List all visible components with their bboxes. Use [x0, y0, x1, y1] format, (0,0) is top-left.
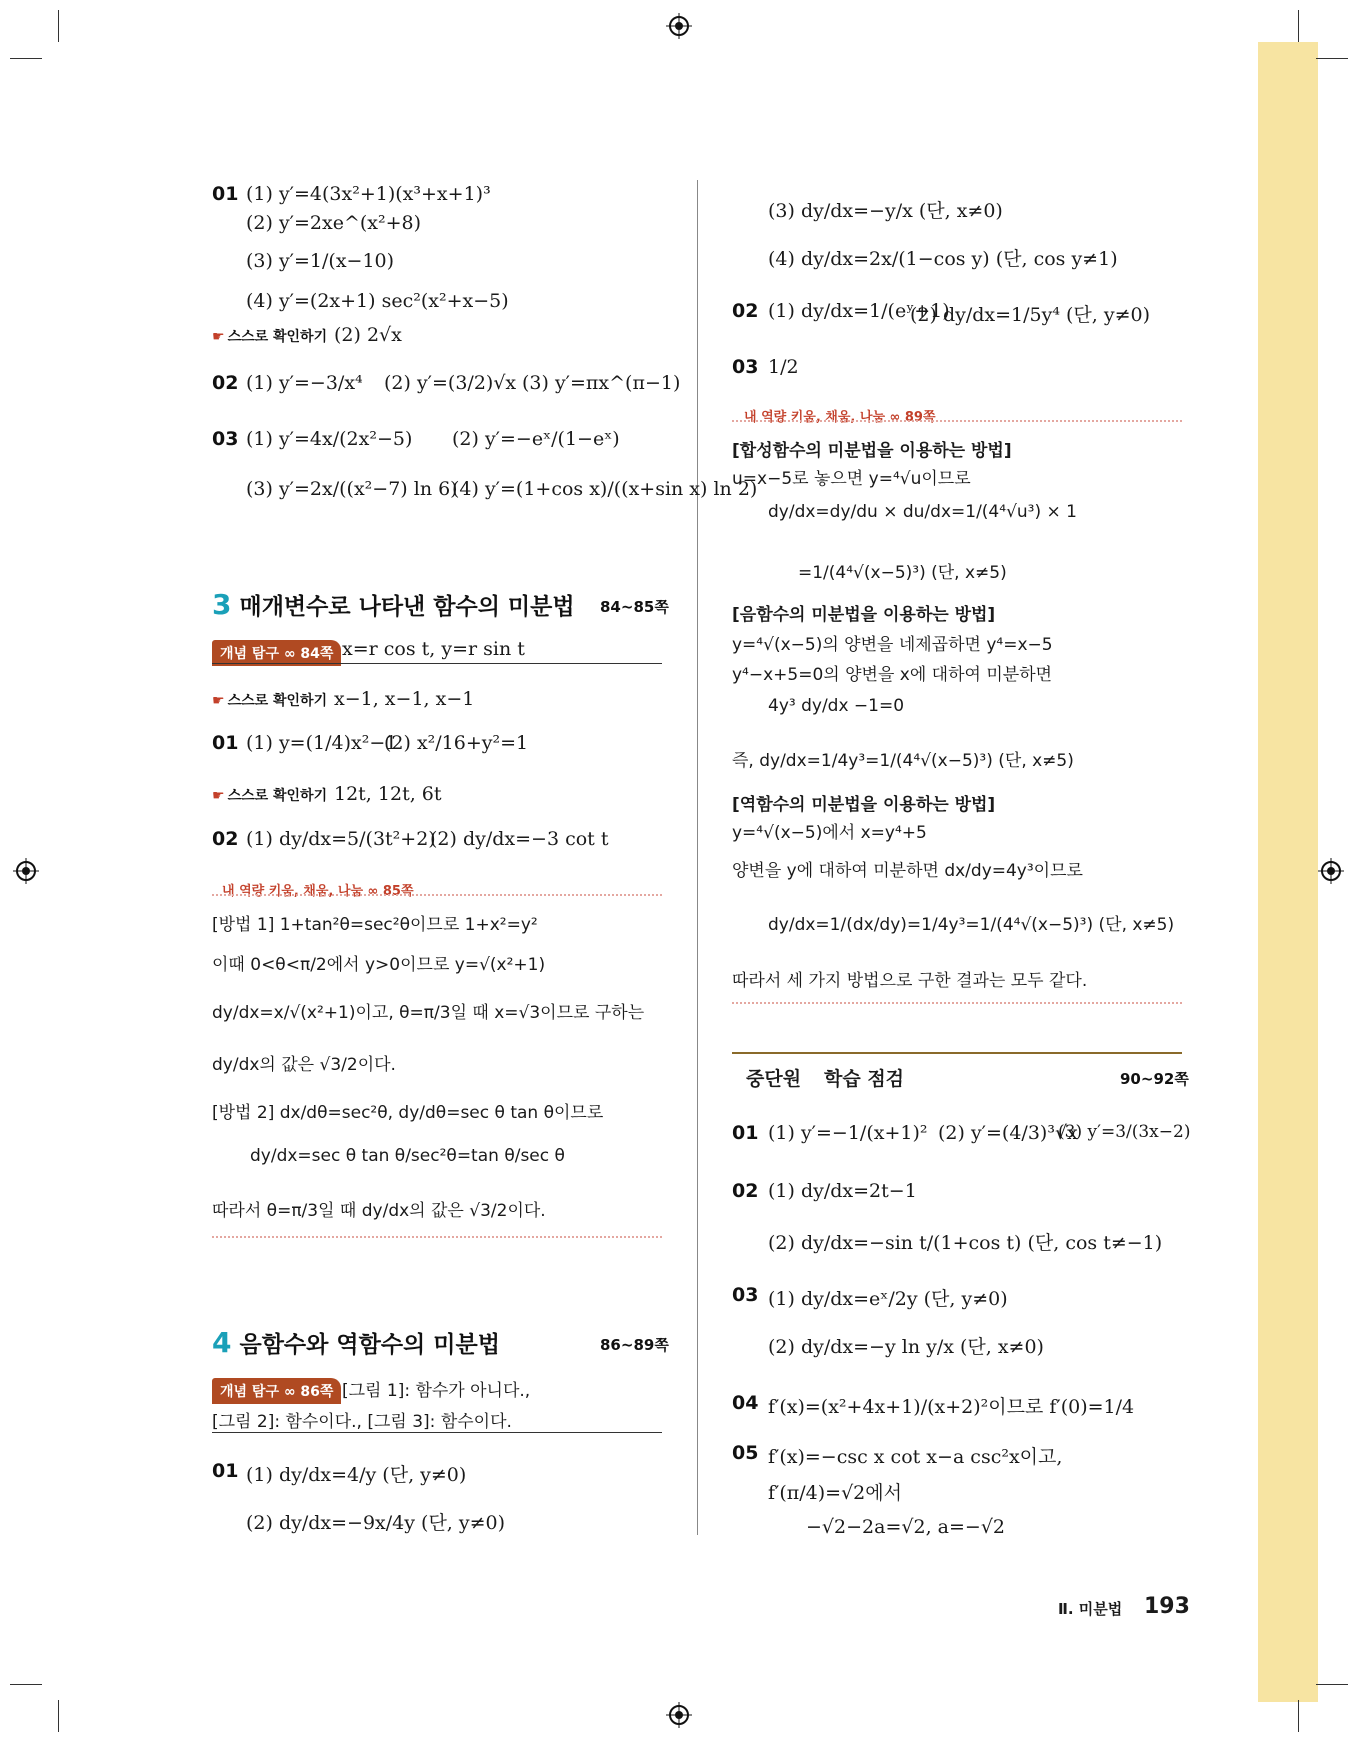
solution-line: =1/(4⁴√(x−5)³) (단, x≠5) [798, 563, 1007, 583]
method-heading: [역함수의 미분법을 이용하는 방법] [732, 795, 996, 815]
section-heading: 매개변수로 나타낸 함수의 미분법 [239, 594, 575, 620]
registration-mark-icon [1318, 858, 1344, 884]
crop-mark [10, 58, 42, 59]
answer-line: (3) y′=1/(x−10) [246, 250, 395, 272]
crop-mark [1298, 10, 1299, 42]
answer-line: (2) dy/dx=−9x/4y (단, y≠0) [246, 1512, 506, 1534]
crop-mark [1298, 1700, 1299, 1732]
self-check-label: ☛ 스스로 확인하기 [212, 690, 327, 710]
solution-line: 이때 0<θ<π/2에서 y>0이므로 y=√(x²+1) [212, 955, 546, 975]
section-pages: 84~85쪽 [600, 598, 669, 616]
solution-line: y=⁴√(x−5)의 양변을 네제곱하면 y⁴=x−5 [732, 635, 1053, 655]
section-pages: 90~92쪽 [1120, 1070, 1189, 1088]
problem-number: 03 [212, 428, 239, 450]
solution-line: u=x−5로 놓으면 y=⁴√u이므로 [732, 469, 971, 489]
answer-line: (4) y′=(1+cos x)/((x+sin x) ln 2) [452, 478, 758, 500]
method-heading: [음함수의 미분법을 이용하는 방법] [732, 605, 996, 625]
answer-line: (1) y′=4(3x²+1)(x³+x+1)³ [246, 183, 491, 205]
answer-line: (3) y′=2x/((x²−7) ln 6) [246, 478, 458, 500]
section-title [212, 1326, 500, 1359]
solution-line: 4y³ dy/dx −1=0 [768, 696, 905, 716]
unit-tab-label: 중단원 [746, 1068, 802, 1090]
crop-mark [58, 10, 59, 42]
answer-line: (1) y′=−1/(x+1)² [768, 1122, 928, 1144]
unit-review-header [732, 1052, 1189, 1094]
answer-line: (1) y′=−3/x⁴ [246, 372, 363, 394]
concept-tag: 개념 탐구 ∞ 84쪽 [212, 640, 341, 666]
answer-line: (1) dy/dx=eˣ/2y (단, y≠0) [768, 1288, 1008, 1310]
underline [212, 1432, 662, 1433]
solution-line: dy/dx=dy/du × du/dx=1/(4⁴√u³) × 1 [768, 502, 1077, 522]
section-number: 4 [212, 1326, 232, 1359]
answer-line: (4) y′=(2x+1) sec²(x²+x−5) [246, 290, 509, 312]
dotted-rule [212, 1236, 662, 1238]
page-edge-tab [1258, 42, 1318, 1702]
answer-line: (2) y′=(4/3)³√x [938, 1122, 1078, 1144]
self-check-label: ☛ 스스로 확인하기 [212, 785, 327, 805]
unit-tab-title: 학습 점검 [824, 1068, 905, 1090]
answer-line: f′(x)=−csc x cot x−a csc²x이고, [768, 1446, 1063, 1468]
solution-line: 따라서 세 가지 방법으로 구한 결과는 모두 같다. [732, 971, 1088, 991]
answer-line: (1) dy/dx=4/y (단, y≠0) [246, 1464, 467, 1486]
answer-line: (1) y′=4x/(2x²−5) [246, 428, 413, 450]
answer-line: (2) dy/dx=−sin t/(1+cos t) (단, cos t≠−1) [768, 1232, 1163, 1254]
answer-line: 1/2 [768, 356, 799, 378]
answer-line: (3) y′=3/(3x−2) [1058, 1122, 1191, 1142]
answer-line: (3) y′=πx^(π−1) [522, 372, 681, 394]
solution-line: y⁴−x+5=0의 양변을 x에 대하여 미분하면 [732, 665, 1053, 685]
answer-line: (2) dy/dx=−y ln y/x (단, x≠0) [768, 1336, 1044, 1358]
dotted-rule [732, 420, 1182, 422]
registration-mark-icon [666, 1702, 692, 1728]
section-title [212, 588, 575, 621]
problem-number: 01 [732, 1122, 759, 1144]
section-heading: 음함수와 역함수의 미분법 [239, 1332, 500, 1358]
solution-line: dy/dx=1/(dx/dy)=1/4y³=1/(4⁴√(x−5)³) (단, x≠5) [768, 915, 1175, 935]
method-heading: [합성함수의 미분법을 이용하는 방법] [732, 441, 1012, 461]
concept-value: x=r cos t, y=r sin t [342, 638, 525, 660]
self-check-value: (2) 2√x [334, 324, 402, 346]
problem-number: 01 [212, 1460, 239, 1482]
answer-line: (1) dy/dx=5/(3t²+2) [246, 828, 436, 850]
problem-number: 03 [732, 356, 759, 378]
crop-mark [1316, 1684, 1348, 1685]
page-number: 193 [1144, 1594, 1190, 1619]
dotted-rule [732, 1002, 1182, 1004]
solution-line: dy/dx의 값은 √3/2이다. [212, 1055, 396, 1075]
solution-line: y=⁴√(x−5)에서 x=y⁴+5 [732, 823, 927, 843]
section-number: 3 [212, 588, 232, 621]
answer-line: (1) y=(1/4)x²−1 [246, 732, 398, 754]
solution-line: 즉, dy/dx=1/4y³=1/(4⁴√(x−5)³) (단, x≠5) [732, 751, 1074, 771]
dotted-rule [212, 894, 662, 896]
section-pages: 86~89쪽 [600, 1336, 669, 1354]
self-check-value: 12t, 12t, 6t [334, 783, 442, 805]
crop-mark [10, 1684, 42, 1685]
problem-number: 01 [212, 183, 239, 205]
answer-line: (2) x²/16+y²=1 [384, 732, 529, 754]
crop-mark [58, 1700, 59, 1732]
crop-mark [1316, 58, 1348, 59]
concept-tag: 개념 탐구 ∞ 86쪽 [212, 1378, 341, 1404]
self-check-value: x−1, x−1, x−1 [334, 688, 475, 710]
answer-line: (2) dy/dx=1/5y⁴ (단, y≠0) [910, 304, 1151, 326]
problem-number: 02 [732, 300, 759, 322]
capability-tag: 내 역량 키움, 채움, 나눔 ∞ 85쪽 [222, 884, 414, 899]
solution-line: [방법 2] dx/dθ=sec²θ, dy/dθ=sec θ tan θ이므로 [212, 1103, 604, 1123]
problem-number: 02 [212, 372, 239, 394]
answer-line: (2) y′=(3/2)√x [384, 372, 517, 394]
column-divider [697, 180, 698, 1535]
answer-line: f′(x)=(x²+4x+1)/(x+2)²이므로 f′(0)=1/4 [768, 1396, 1135, 1418]
answer-line: (1) dy/dx=2t−1 [768, 1180, 917, 1202]
problem-number: 04 [732, 1392, 759, 1414]
answer-line: (2) y′=−eˣ/(1−eˣ) [452, 428, 620, 450]
answer-line: f′(π/4)=√2에서 [768, 1482, 902, 1504]
solution-line: dy/dx=x/√(x²+1)이고, θ=π/3일 때 x=√3이므로 구하는 [212, 1003, 645, 1023]
registration-mark-icon [13, 858, 39, 884]
footer-section: Ⅱ. 미분법 [1058, 1600, 1123, 1618]
problem-number: 02 [212, 828, 239, 850]
concept-value: [그림 2]: 함수이다., [그림 3]: 함수이다. [212, 1412, 512, 1432]
problem-number: 03 [732, 1284, 759, 1306]
answer-line: (2) y′=2xe^(x²+8) [246, 212, 422, 234]
concept-value: [그림 1]: 함수가 아니다., [342, 1381, 531, 1401]
underline [212, 663, 662, 664]
capability-tag: 내 역량 키움, 채움, 나눔 ∞ 89쪽 [744, 410, 936, 425]
registration-mark-icon [666, 13, 692, 39]
answer-line: (1) dy/dx=1/(eʸ+1) [768, 300, 950, 322]
answer-line: (3) dy/dx=−y/x (단, x≠0) [768, 200, 1003, 222]
solution-line: 따라서 θ=π/3일 때 dy/dx의 값은 √3/2이다. [212, 1201, 546, 1221]
problem-number: 01 [212, 732, 239, 754]
solution-line: dy/dx=sec θ tan θ/sec²θ=tan θ/sec θ [250, 1146, 565, 1166]
problem-number: 02 [732, 1180, 759, 1202]
solution-line: 양변을 y에 대하여 미분하면 dx/dy=4y³이므로 [732, 861, 1083, 881]
answer-line: −√2−2a=√2, a=−√2 [806, 1516, 1006, 1538]
solution-line: [방법 1] 1+tan²θ=sec²θ이므로 1+x²=y² [212, 915, 538, 935]
self-check-label: ☛ 스스로 확인하기 [212, 326, 327, 346]
answer-line: (2) dy/dx=−3 cot t [430, 828, 609, 850]
answer-line: (4) dy/dx=2x/(1−cos y) (단, cos y≠1) [768, 248, 1118, 270]
problem-number: 05 [732, 1442, 759, 1464]
